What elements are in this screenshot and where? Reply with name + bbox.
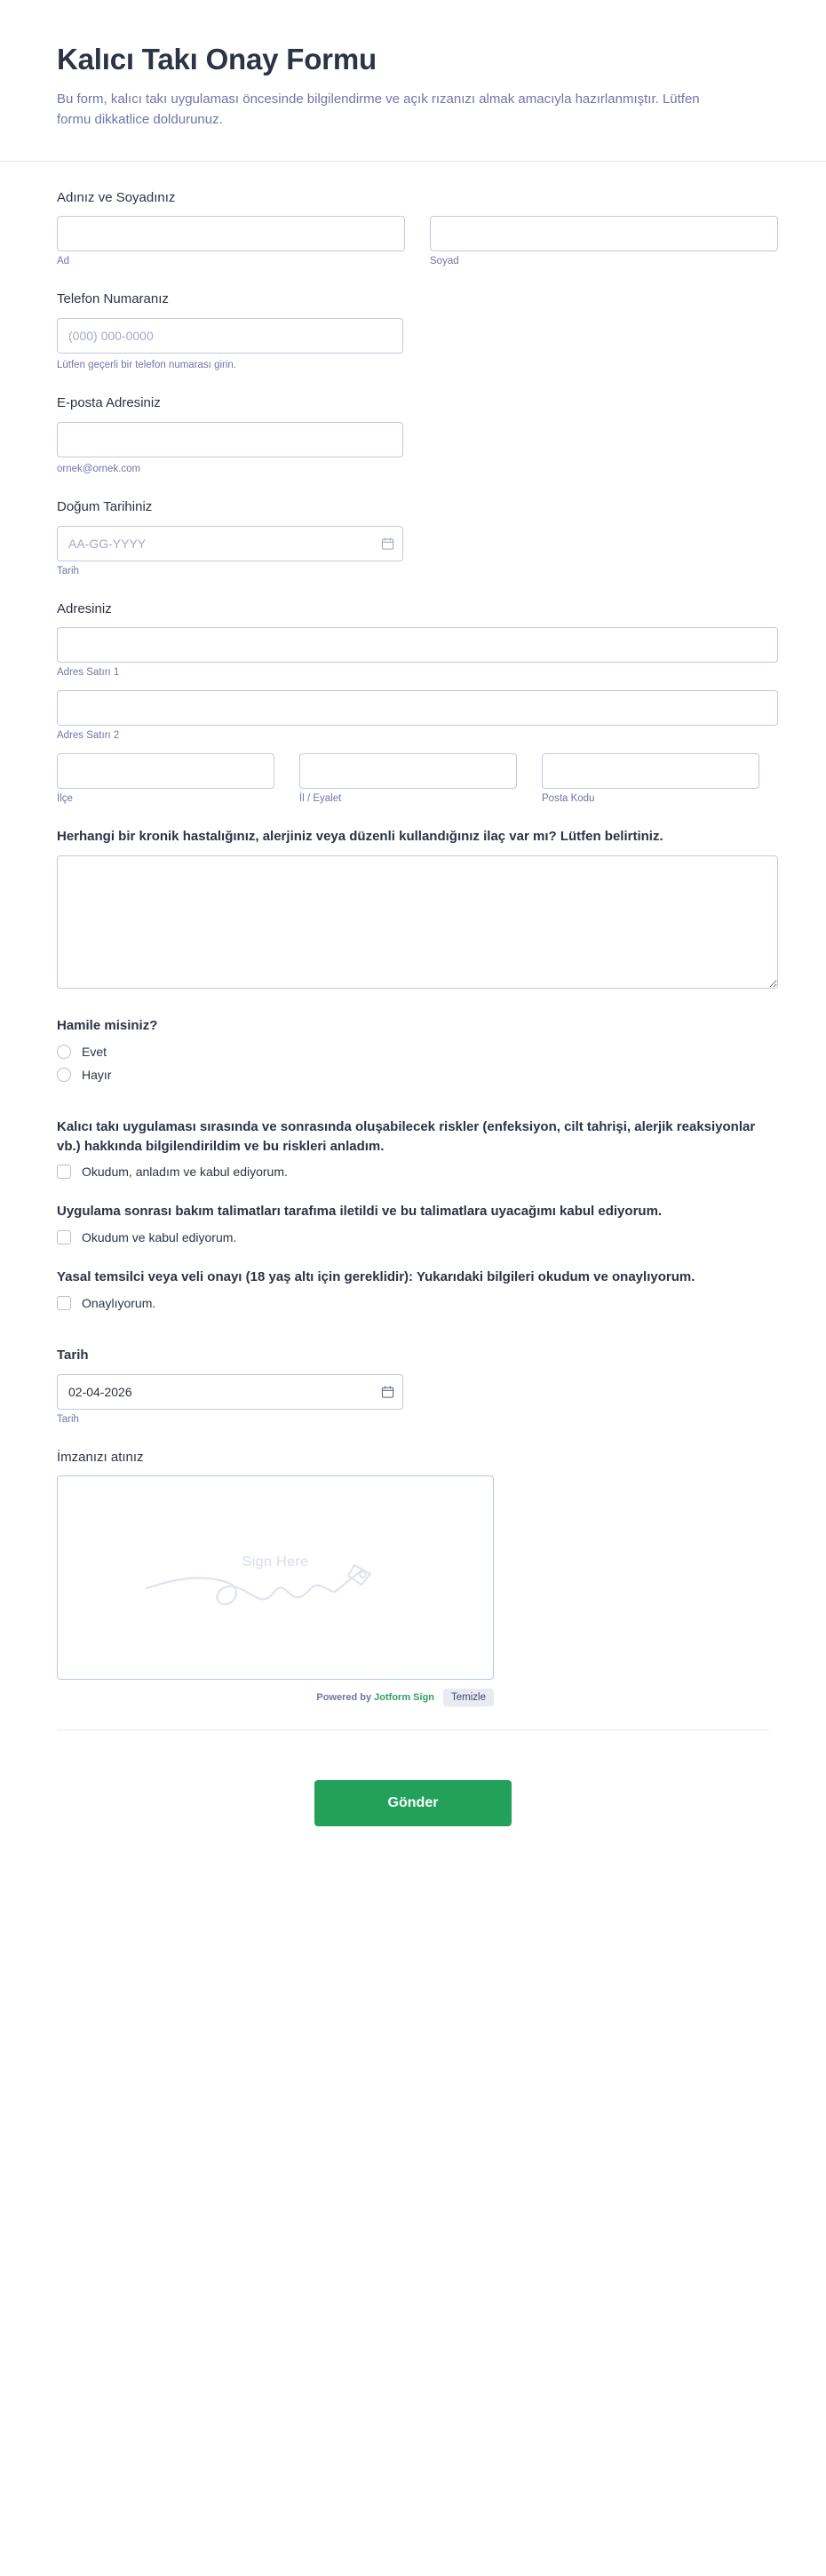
field-pregnancy [57,1016,769,1082]
date-input[interactable] [57,1374,403,1410]
field-phone [57,290,769,370]
email-field[interactable] [57,422,403,457]
address-city-input[interactable] [57,753,274,789]
form-description: Bu form, kalıcı takı uygulaması öncesinde bilgilendirme ve açık rızanızı almak amacıyla hazırlanmıştır. Lütfen formu dikkatlice doldurunuz. [57,91,700,128]
checkbox-label-consent-aftercare: Okudum ve kabul ediyorum. [82,1230,237,1244]
label-date: Tarih [57,1347,89,1363]
email-hint: ornek@ornek.com [57,463,141,474]
page-title: Kalıcı Takı Onay Formu [57,43,377,76]
last-name-input[interactable] [430,216,778,251]
date-input-wrap [57,1374,403,1410]
field-birthdate [57,497,769,576]
address-city-col [57,753,274,804]
field-full-name [57,188,769,267]
address-zip-sublabel: Posta Kodu [542,793,595,805]
field-address [57,600,769,805]
address-city-row [57,753,769,804]
label-email: E-posta Adresiniz [57,395,161,410]
signature-pad[interactable] [57,1475,494,1680]
field-consent-aftercare [57,1202,769,1244]
birthdate-input-wrap [57,526,403,561]
address-city-sublabel: İlçe [57,793,73,805]
address-zip-col [542,753,759,804]
field-date [57,1346,769,1425]
signature-squiggle-icon [143,1562,409,1628]
signature-wrap [57,1475,494,1706]
radio-icon [57,1045,71,1059]
address-line1-sublabel: Adres Satırı 1 [57,667,120,679]
submit-area [0,1748,826,1862]
radio-icon [57,1068,71,1082]
checkbox-icon [57,1230,71,1244]
phone-input[interactable] [57,318,403,354]
birthdate-sublabel: Tarih [57,565,79,576]
label-medical-history: Herhangi bir kronik hastalığınız, alerjiniz veya düzenli kullandığınız ilaç var mı? Lütfen belirtiniz. [57,829,663,845]
label-address: Adresiniz [57,600,112,616]
address-line2-sublabel: Adres Satırı 2 [57,730,120,742]
phone-hint: Lütfen geçerli bir telefon numarası girin. [57,360,236,370]
label-pregnancy: Hamile misiniz? [57,1018,158,1033]
label-signature: İmzanızı atınız [57,1449,144,1465]
field-consent-risks [57,1117,769,1180]
address-state-sublabel: İl / Eyalet [299,793,342,805]
last-name-sublabel: Soyad [430,256,459,267]
label-consent-aftercare: Uygulama sonrası bakım talimatları tarafıma iletildi ve bu talimatlara uyacağımı kabul ediyorum. [57,1204,663,1220]
last-name-col [430,216,778,266]
field-medical-history [57,827,769,993]
powered-by-label [316,1692,434,1703]
field-signature [57,1448,769,1707]
checkbox-consent-risks[interactable] [57,1165,769,1179]
label-phone: Telefon Numaranız [57,291,169,307]
checkbox-consent-aftercare[interactable] [57,1230,769,1244]
jotform-sign-brand: Jotform Sign [374,1692,435,1704]
footer-divider [57,1729,769,1730]
checkbox-label-consent-guardian: Onaylıyorum. [82,1295,156,1310]
radio-option-yes[interactable] [57,1045,769,1059]
name-row [57,216,769,266]
address-state-input[interactable] [299,753,517,789]
powered-prefix: Powered by [316,1692,375,1704]
label-full-name: Adınız ve Soyadınız [57,189,176,205]
signature-placeholder: Sign Here [242,1554,309,1570]
form-body [0,162,826,1749]
radio-label-no: Hayır [82,1067,112,1082]
first-name-sublabel: Ad [57,256,70,267]
first-name-input[interactable] [57,216,405,251]
radio-option-no[interactable] [57,1068,769,1082]
submit-button[interactable]: Gönder [314,1780,512,1826]
label-consent-guardian: Yasal temsilci veya veli onayı (18 yaş altı için gereklidir): Yukarıdaki bilgileri okudum ve onaylıyorum. [57,1269,695,1284]
address-zip-input[interactable] [542,753,759,789]
signature-footer [57,1689,494,1706]
field-consent-guardian [57,1268,769,1310]
form-header [0,0,826,162]
address-line2-input[interactable] [57,690,778,726]
radio-label-yes: Evet [82,1044,107,1059]
birthdate-input[interactable] [57,526,403,561]
first-name-col [57,216,405,266]
checkbox-consent-guardian[interactable] [57,1296,769,1310]
field-email [57,394,769,474]
label-birthdate: Doğum Tarihiniz [57,498,153,514]
address-state-col [299,753,517,804]
address-line1-input[interactable] [57,627,778,663]
medical-history-textarea[interactable] [57,855,778,989]
clear-signature-button[interactable]: Temizle [443,1689,494,1706]
label-consent-risks: Kalıcı takı uygulaması sırasında ve sonrasında oluşabilecek riskler (enfeksiyon, cilt tahrişi, alerjik reaksiyonlar vb.) hakkında bilgilendirildim ve bu riskleri anladım. [57,1118,756,1154]
checkbox-icon [57,1165,71,1179]
date-sublabel: Tarih [57,1413,79,1425]
checkbox-label-consent-risks: Okudum, anladım ve kabul ediyorum. [82,1165,288,1180]
checkbox-icon [57,1296,71,1310]
